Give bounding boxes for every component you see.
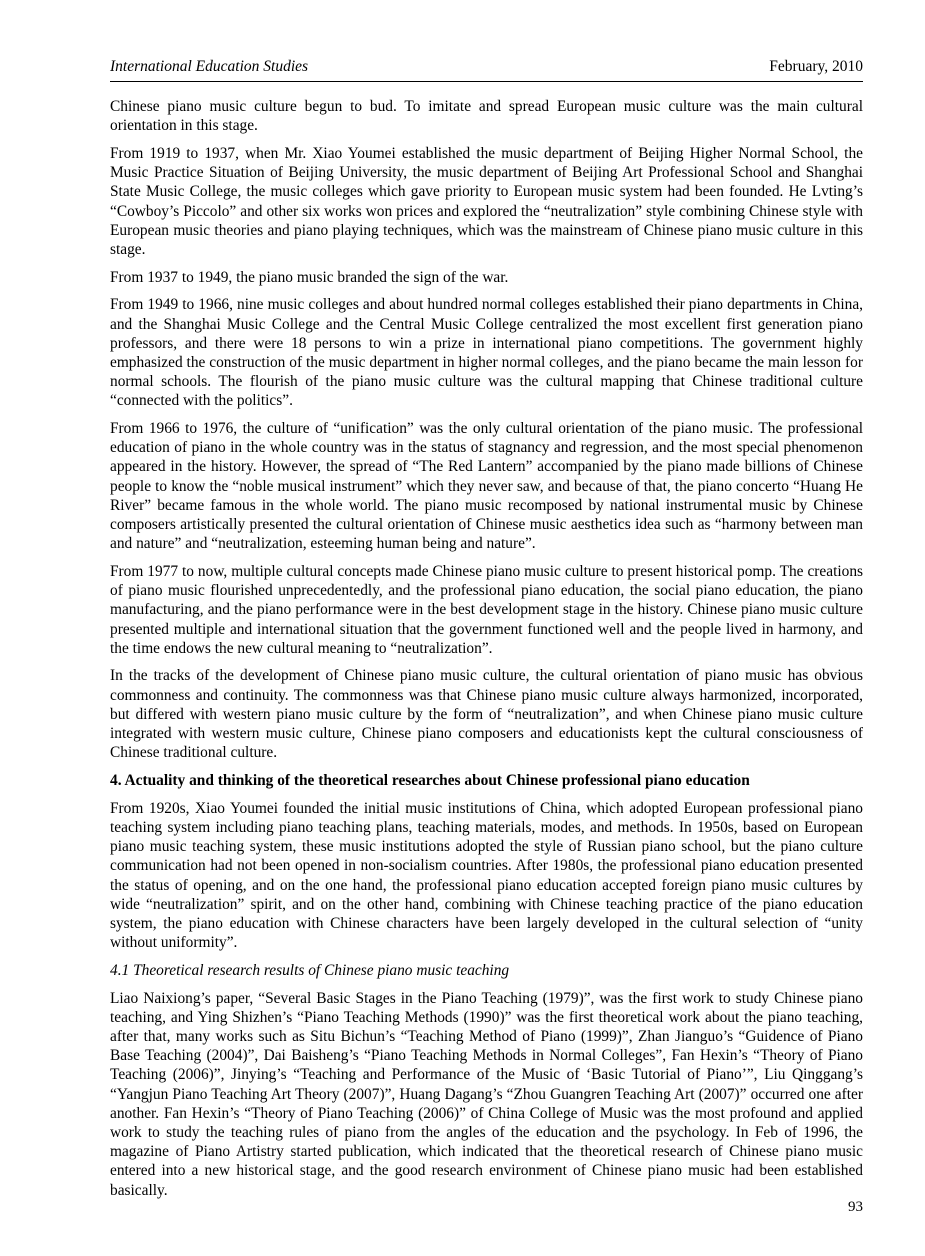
page-header [110, 58, 863, 76]
paragraph: Liao Naixiong’s paper, “Several Basic Stages in the Piano Teaching (1979)”, was the first work to study Chinese piano teaching, and Ying Shizhen’s “Piano Teaching Methods (1990)” was the first theoretical work about the piano teaching, after that, many works such as Situ Bichun’s “Teaching Method of Piano (1999)”, Zhan Jianguo’s “Guidence of Piano Base Teaching (2004)”, Dai Baisheng’s “Piano Teaching Methods in Normal Colleges”, Fan Hexin’s “Theory of Piano Teaching (2006)”, Jinying’s “Teaching and Performance of the Music of ‘Basic Tutorial of Piano’”, Liu Qinggang’s “Yangjun Piano Teaching Art Theory (2007)”, Huang Dagang’s “Zhou Guangren Teaching Art (2007)” occurred one after another. Fan Hexin’s “Theory of Piano Teaching (2006)” of China College of Music was the most profound and applied work to study the teaching rules of piano from the angles of the education and the psychology. In Feb of 1996, the magazine of Piano Artistry started publication, which indicated that the theoretical research of Chinese piano music entered into a new historical stage, and the good research environment of Chinese piano music had been established basically. [110, 989, 863, 1199]
paragraph: From 1919 to 1937, when Mr. Xiao Youmei established the music department of Beijing Higher Normal School, the Music Practice Situation of Beijing University, the music department of Beijing Art Professional School and Shanghai State Music College, the music colleges which gave priority to European music system had been founded. He Lvting’s “Cowboy’s Piccolo” and other six works won prices and explored the “neutralization” style combining Chinese style with European music theories and piano playing techniques, which was the mainstream of Chinese piano music culture in this stage. [110, 144, 863, 258]
paragraph: From 1977 to now, multiple cultural concepts made Chinese piano music culture to present historical pomp. The creations of piano music flourished unprecedentedly, and the professional piano education, the social piano education, the piano manufacturing, and the piano performance were in the best development stage in the history. Chinese piano music culture presented multiple and international situation that the government functioned well and the people lived in harmony, and the time endows the new cultural meaning to “neutralization”. [110, 562, 863, 657]
page-footer [848, 1199, 863, 1216]
section-heading: 4. Actuality and thinking of the theoretical researches about Chinese professional piano education [110, 772, 750, 789]
header-rule [110, 81, 863, 82]
paragraph: Chinese piano music culture begun to bud. To imitate and spread European music culture was the main cultural orientation in this stage. [110, 98, 863, 135]
journal-title: International Education Studies [110, 58, 309, 75]
paragraph: From 1966 to 1976, the culture of “unification” was the only cultural orientation of the piano music. The professional education of piano in the whole country was in the status of stagnancy and regression, and the most special phenomenon appeared in the history. However, the spread of “The Red Lantern” accompanied by the piano made billions of Chinese people to know the “noble musical instrument” which they never saw, and because of that, the piano concerto “Huang He River” became famous in the whole world. The piano music recomposed by national instrumental music by Chinese composers artistically presented the cultural orientation of Chinese music aesthetics idea such as “harmony between man and nature” and “neutralization, esteeming human being and nature”. [110, 420, 863, 553]
paragraph: From 1937 to 1949, the piano music branded the sign of the war. [110, 268, 509, 286]
paragraph: From 1949 to 1966, nine music colleges and about hundred normal colleges established their piano departments in China, and the Shanghai Music College and the Central Music College centralized the most excellent first generation piano professors, and there were 18 persons to win a prize in international piano competitions. The government highly emphasized the construction of the music department in higher normal colleges, and the piano became the main lesson for normal schools. The flourish of the piano music culture was the cultural mapping that Chinese traditional culture “connected with the politics”. [110, 296, 863, 410]
page-number: 93 [848, 1199, 863, 1215]
paragraph: From 1920s, Xiao Youmei founded the initial music institutions of China, which adopted European professional piano teaching system including piano teaching plans, teaching materials, modes, and methods. In 1950s, based on European piano music teaching system, these music institutions adopted the style of Russian piano school, but the piano culture communication had not been opened in non-socialism countries. After 1980s, the professional piano education presented the status of opening, and on the one hand, the professional piano education accepted foreign piano music cultures by wide “neutralization” spirit, and on the other hand, combining with Chinese teaching practice of the piano education system, the piano education with Chinese characters have been largely developed in the cultural selection of “unity without uniformity”. [110, 799, 863, 952]
subsection-heading: 4.1 Theoretical research results of Chinese piano music teaching [110, 961, 510, 979]
article-body [110, 97, 863, 1200]
paragraph: In the tracks of the development of Chinese piano music culture, the cultural orientation of piano music has obvious commonness and continuity. The commonness was that Chinese piano music culture always harmonized, incorporated, but differed with western piano music culture by the form of “neutralization”, and when Chinese piano music culture integrated with western music culture, Chinese piano composers and educationists kept the cultural consciousness of Chinese traditional culture. [110, 667, 863, 762]
issue-date: February, 2010 [769, 58, 863, 75]
